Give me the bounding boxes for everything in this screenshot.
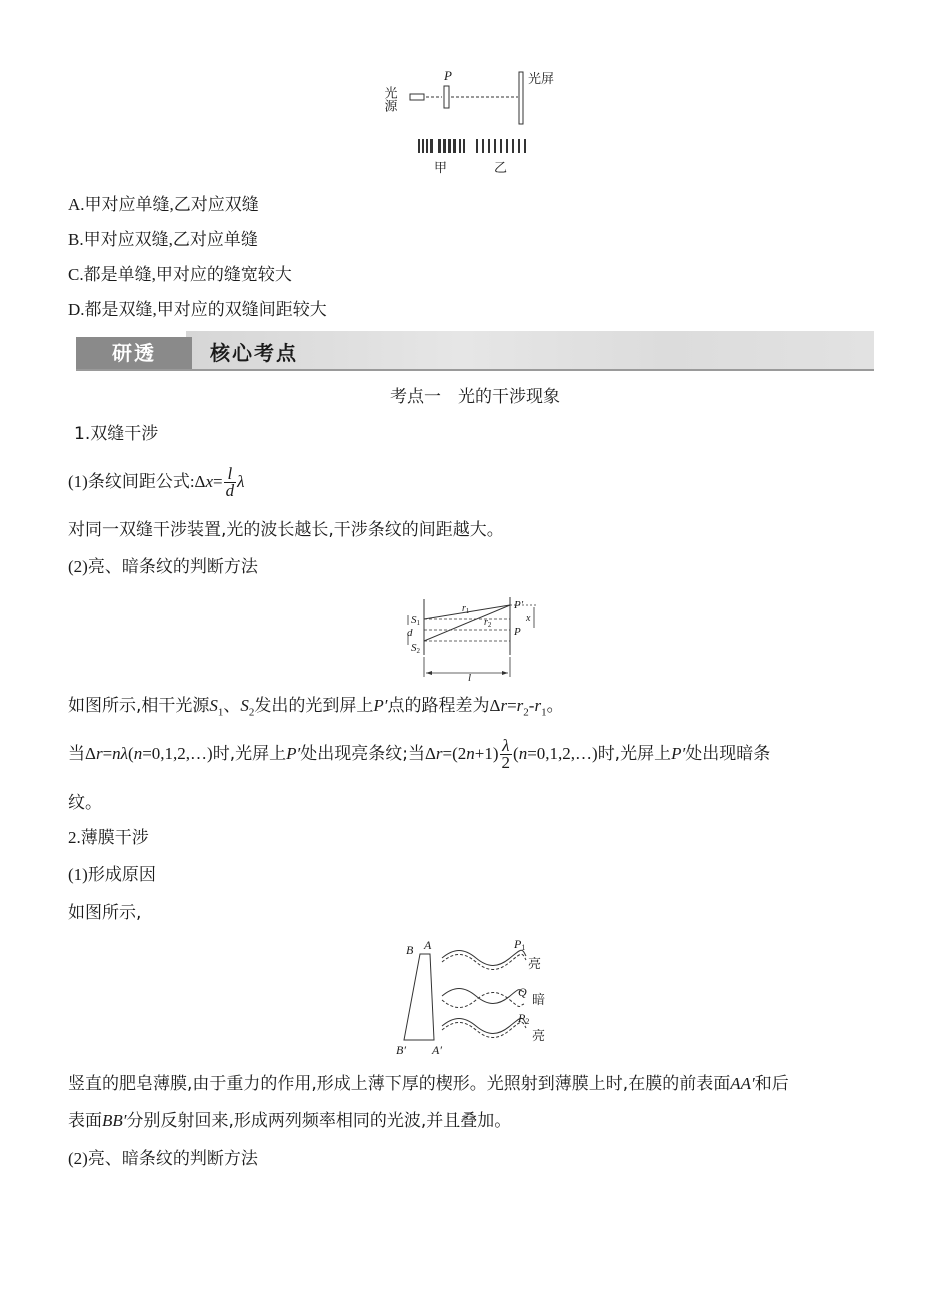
- thin-film-text-1: 竖直的肥皂薄膜,由于重力的作用,形成上薄下厚的楔形。光照射到薄膜上时,在膜的前表面AA′和后: [68, 1074, 789, 1094]
- option-b: B.甲对应双缝,乙对应单缝: [68, 230, 258, 249]
- label-b: B: [406, 943, 414, 957]
- label-a-prime: A′: [432, 1043, 442, 1057]
- banner-tag: 研透: [76, 337, 192, 369]
- option-c: C.都是单缝,甲对应的缝宽较大: [68, 265, 292, 284]
- light-source-box: [410, 94, 424, 100]
- light-source-label: 光源: [382, 86, 398, 112]
- label-bright-1: 亮: [528, 956, 542, 971]
- label-p2: P2: [518, 1011, 530, 1026]
- label-x: x: [526, 613, 531, 624]
- film-wedge: [404, 954, 434, 1040]
- fringe-spacing-formula: (1)条纹间距公式:Δx= $\frac{l}{d}$ λ: [68, 463, 245, 500]
- screen-label: 光屏: [528, 71, 555, 86]
- label-dark: 暗: [532, 992, 546, 1007]
- sub-bright-dark-1: (2)亮、暗条纹的判断方法: [68, 557, 258, 576]
- banner-title: 核心考点: [210, 341, 298, 365]
- path-difference-text: 如图所示,相干光源$S_1$、$S_2$发出的光到屏上P′点的路程差为$\Delta r=r_2-r_1$。: [68, 696, 564, 719]
- heading-double-slit: 1.双缝干涉: [74, 424, 159, 444]
- figure-slit-setup: [380, 66, 580, 178]
- slit-plate-p: [444, 86, 449, 108]
- text-wavelength-rule: 对同一双缝干涉装置,光的波长越长,干涉条纹的间距越大。: [68, 520, 504, 540]
- thin-film-intro: 如图所示,: [68, 903, 142, 923]
- figure-thin-film: [392, 934, 560, 1062]
- label-s1: S1: [411, 614, 420, 627]
- pattern-a-label: 甲: [434, 160, 448, 175]
- label-r2: $r_2$: [484, 617, 492, 629]
- label-a: A: [424, 938, 432, 952]
- pattern-b: [476, 139, 526, 153]
- label-p: P: [514, 626, 521, 638]
- label-p-prime: P′: [514, 599, 524, 611]
- label-bright-2: 亮: [532, 1028, 546, 1043]
- section-banner: [76, 331, 874, 371]
- p-label: P: [444, 68, 452, 83]
- sub-formation-cause: (1)形成原因: [68, 865, 156, 884]
- heading-thin-film: 2.薄膜干涉: [68, 828, 149, 847]
- option-a: A.甲对应单缝,乙对应双缝: [68, 195, 259, 214]
- screen-plate: [519, 72, 523, 124]
- bright-dark-condition: 当Δr=nλ(n=0,1,2,…)时,光屏上P′处出现亮条纹;当Δr=(2n+1) $\frac{\lambda}{2}$ (n=0,1,2,…)时,光屏上P′处出现暗条: [68, 735, 771, 772]
- label-d: d: [407, 627, 413, 639]
- lambda-half-fraction: $\frac{\lambda}{2}$: [501, 735, 511, 772]
- bright-dark-condition-wrap: 纹。: [68, 793, 102, 813]
- figure-double-slit-geometry: [398, 595, 554, 683]
- label-l: l: [468, 672, 472, 683]
- label-p1: P1: [514, 937, 526, 952]
- pattern-a: [418, 139, 465, 153]
- formula-fraction: $\frac{l}{d}$: [225, 463, 235, 500]
- label-r1: $r_1$: [462, 603, 470, 615]
- label-s2: S2: [411, 642, 420, 655]
- thin-film-text-2: 表面BB′分别反射回来,形成两列频率相同的光波,并且叠加。: [68, 1111, 512, 1131]
- sub-bright-dark-2: (2)亮、暗条纹的判断方法: [68, 1149, 258, 1168]
- label-q: Q: [518, 985, 527, 999]
- pattern-b-label: 乙: [494, 160, 508, 175]
- label-b-prime: B′: [396, 1043, 406, 1057]
- section-title: 考点一 光的干涉现象: [390, 387, 560, 407]
- option-d: D.都是双缝,甲对应的双缝间距较大: [68, 300, 327, 319]
